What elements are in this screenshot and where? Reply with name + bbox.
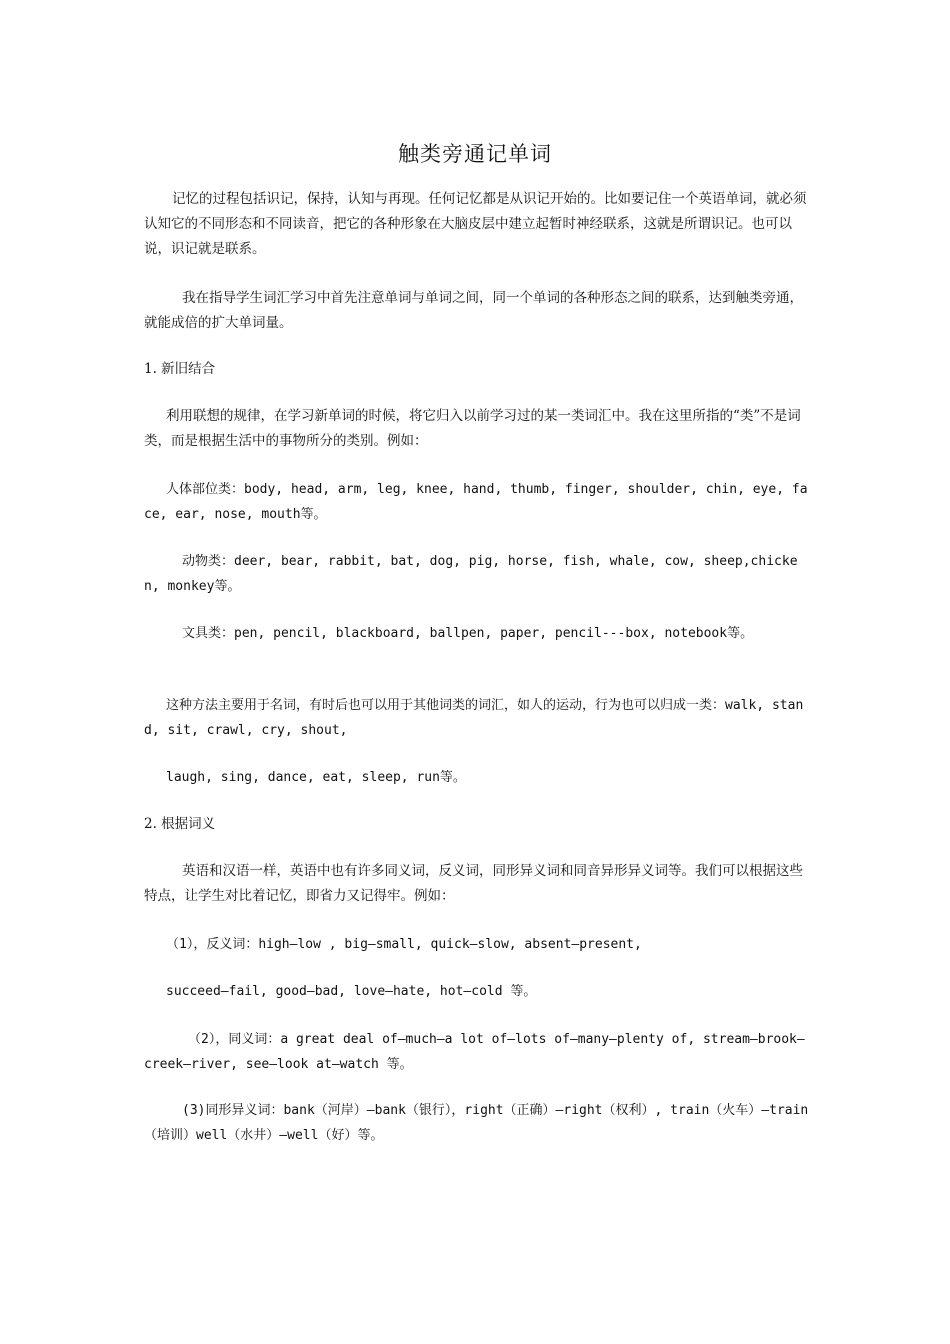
paragraph-teaching-approach: 我在指导学生词汇学习中首先注意单词与单词之间，同一个单词的各种形态之间的联系，达到触类旁通，就能成倍的扩大单词量。 — [144, 290, 803, 331]
paragraph-stationery: 文具类：pen, pencil, blackboard, ballpen, paper, pencil---box, notebook等。 — [182, 626, 754, 641]
section-heading-2: 2. 根据词义 — [144, 816, 216, 832]
paragraph-synonyms: （2），同义词：a great deal of—much—a lot of—lots of—many—plenty of, stream—brook—creek—river, see—look at—watch 等。 — [144, 1032, 805, 1072]
paragraph-actions: 这种方法主要用于名词，有时后也可以用于其他词类的词汇，如人的运动，行为也可以归成一类：walk, stand, sit, crawl, cry, shout, — [144, 698, 804, 738]
paragraph-body-parts: 人体部位类：body, head, arm, leg, knee, hand, thumb, finger, shoulder, chin, eye, face, ear, nose, mouth等。 — [144, 482, 808, 522]
section-heading-1: 1. 新旧结合 — [144, 361, 216, 377]
paragraph-actions-continued: laugh, sing, dance, eat, sleep, run等。 — [166, 770, 466, 785]
paragraph-homographs: (3)同形异义词：bank（河岸）—bank（银行），right（正确）—right（权利）, train（火车）—train（培训）well（水井）—well（好）等。 — [144, 1103, 809, 1143]
paragraph-association: 利用联想的规律，在学习新单词的时候，将它归入以前学习过的某一类词汇中。我在这里所指的“类”不是词类，而是根据生活中的事物所分的类别。例如： — [144, 408, 801, 449]
paragraph-antonyms-continued: succeed—fail, good—bad, love—hate, hot—cold 等。 — [166, 984, 537, 999]
paragraph-animals: 动物类：deer, bear, rabbit, bat, dog, pig, horse, fish, whale, cow, sheep,chicken, monkey等。 — [144, 554, 798, 594]
document-title: 触类旁通记单词 — [398, 142, 552, 166]
paragraph-antonyms: （1），反义词：high—low , big—small, quick—slow, absent—present, — [166, 937, 642, 952]
paragraph-word-meaning: 英语和汉语一样，英语中也有许多同义词，反义词，同形异义词和同音异形异义词等。我们可以根据这些特点，让学生对比着记忆，即省力又记得牢。例如： — [144, 863, 803, 904]
paragraph-memory-process: 记忆的过程包括识记，保持，认知与再现。任何记忆都是从识记开始的。比如要记住一个英语单词，就必须认知它的不同形态和不同读音，把它的各种形象在大脑皮层中建立起暂时神经联系，这就是所谓识记。也可以说，识记就是联系。 — [144, 191, 807, 257]
